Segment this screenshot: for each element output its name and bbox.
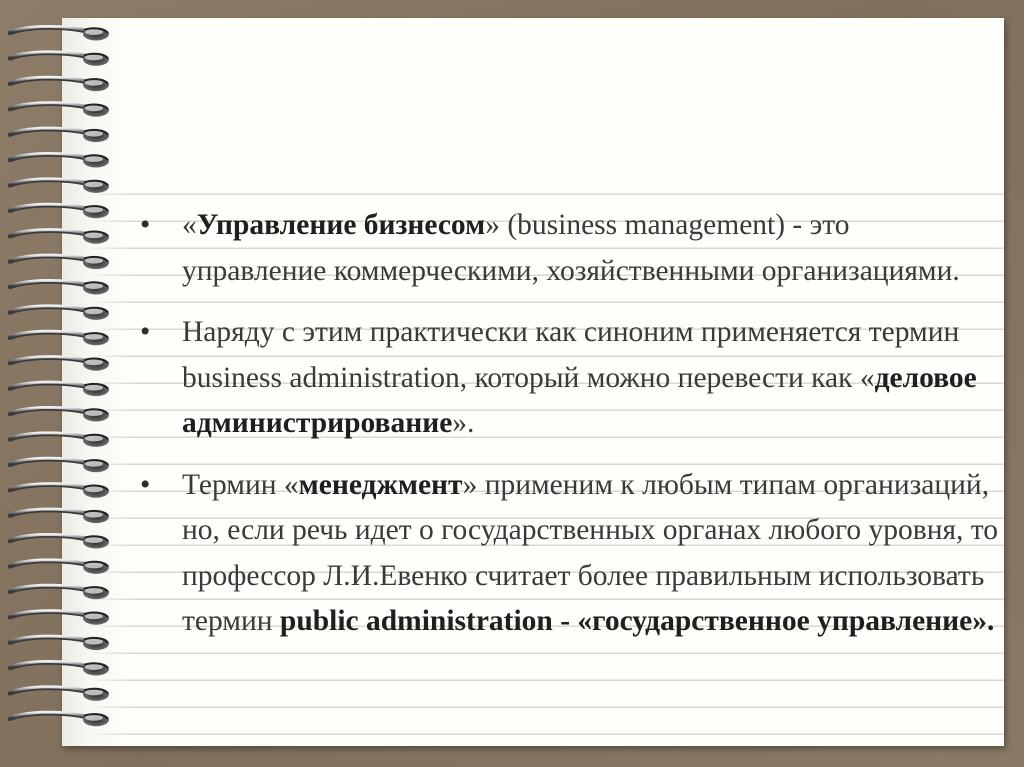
- bullet-item-business-management: [140, 203, 1000, 294]
- bold-term: деловое администрирование: [182, 361, 977, 439]
- bullet-text: Термин «менеджмент» применим к любым типам организаций, но, если речь идет о государственных органах любого уровня, то профессор Л.И.Евенко считает более правильным использовать термин public administration - «государственное управление».: [182, 468, 999, 637]
- spiral-ring-icon: [10, 103, 109, 117]
- spiral-ring-icon: [10, 585, 109, 599]
- spiral-ring-icon: [10, 636, 109, 650]
- spiral-ring-icon: [10, 687, 109, 701]
- bullet-item-management: [140, 463, 1000, 645]
- slide-content: [140, 203, 1000, 661]
- spiral-ring-icon: [10, 128, 109, 142]
- spiral-ring-icon: [10, 458, 109, 472]
- bold-term: Управление бизнесом: [196, 209, 486, 241]
- spiral-ring-icon: [10, 357, 109, 371]
- bullet-icon: •: [140, 316, 151, 348]
- spiral-ring-icon: [10, 382, 109, 396]
- spiral-ring-icon: [10, 306, 109, 320]
- bold-term-public-administration: public administration - «государственное управление».: [279, 605, 995, 637]
- bullet-text: «Управление бизнесом» (business management) - это управление коммерческими, хозяйственными организациями.: [182, 209, 960, 287]
- bullet-text: Наряду с этим практически как синоним применяется термин business administration, который можно перевести как «деловое администрирование».: [182, 316, 977, 439]
- spiral-ring-icon: [10, 179, 109, 193]
- spiral-ring-icon: [10, 77, 109, 91]
- spiral-ring-icon: [10, 433, 109, 447]
- spiral-ring-icon: [10, 534, 109, 548]
- spiral-ring-icon: [10, 331, 109, 345]
- spiral-ring-icon: [10, 280, 109, 294]
- bullet-icon: •: [140, 209, 151, 241]
- spiral-ring-icon: [10, 255, 109, 269]
- spiral-ring-icon: [10, 204, 109, 218]
- spiral-ring-icon: [10, 26, 109, 40]
- spiral-ring-icon: [10, 560, 109, 574]
- spiral-ring-icon: [10, 611, 109, 625]
- bold-term: менеджмент: [298, 468, 463, 501]
- spiral-ring-icon: [10, 230, 109, 244]
- page-header-blank: [62, 18, 1004, 168]
- spiral-ring-icon: [10, 509, 109, 523]
- spiral-ring-icon: [10, 484, 109, 498]
- spiral-ring-icon: [10, 661, 109, 675]
- bullet-item-business-administration: [140, 310, 1000, 447]
- spiral-binding-icon: [8, 24, 118, 744]
- spiral-ring-icon: [10, 52, 109, 66]
- spiral-ring-icon: [10, 712, 109, 726]
- spiral-ring-icon: [10, 153, 109, 167]
- bullet-icon: •: [140, 468, 151, 501]
- spiral-ring-icon: [10, 407, 109, 421]
